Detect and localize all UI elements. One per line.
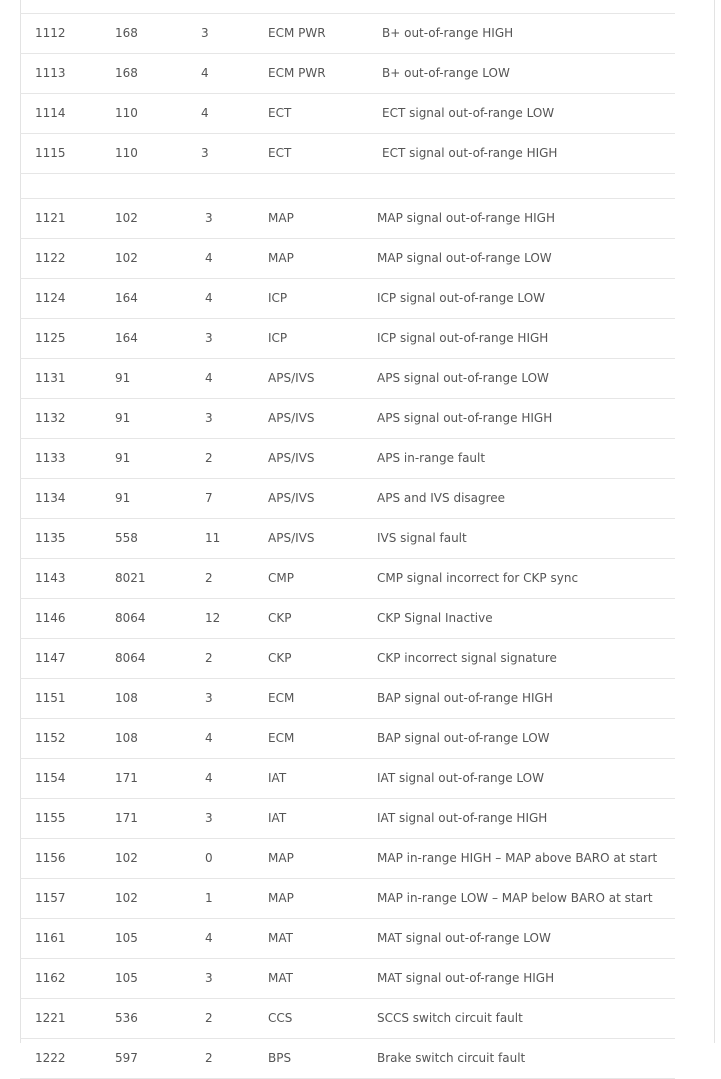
table-row: [20, 999, 675, 1039]
code-cell: 1157: [35, 891, 66, 905]
description-cell: SCCS switch circuit fault: [377, 1011, 523, 1025]
description-cell: CMP signal incorrect for CKP sync: [377, 571, 579, 585]
code-cell: 1151: [35, 691, 66, 705]
description-cell: BAP signal out-of-range HIGH: [377, 691, 553, 705]
table-row: [20, 94, 675, 134]
code-cell: 1135: [35, 531, 66, 545]
spn-cell: 91: [115, 451, 131, 465]
description-cell: MAP in-range LOW – MAP below BARO at start: [377, 891, 653, 905]
code-cell: 1134: [35, 491, 66, 505]
table-row: [20, 559, 675, 599]
code-cell: 1146: [35, 611, 66, 625]
description-cell: APS signal out-of-range HIGH: [377, 411, 553, 425]
table-row: [20, 639, 675, 679]
description-cell: ECT signal out-of-range HIGH: [382, 146, 558, 160]
fmi-cell: 3: [205, 411, 213, 425]
code-cell: 1114: [35, 106, 66, 120]
table-row: [20, 919, 675, 959]
fmi-cell: 1: [205, 891, 213, 905]
component-cell: CMP: [268, 571, 294, 585]
table-row: [20, 839, 675, 879]
fmi-cell: 3: [205, 211, 213, 225]
description-cell: B+ out-of-range HIGH: [382, 26, 514, 40]
fmi-cell: 2: [205, 1011, 213, 1025]
spn-cell: 110: [115, 106, 138, 120]
spn-cell: 164: [115, 331, 138, 345]
spn-cell: 102: [115, 851, 138, 865]
fmi-cell: 4: [205, 371, 213, 385]
fmi-cell: 3: [201, 146, 209, 160]
component-cell: ECM PWR: [268, 26, 326, 40]
table-row: [20, 54, 675, 94]
table-row: [20, 319, 675, 359]
description-cell: IVS signal fault: [377, 531, 467, 545]
spn-cell: 558: [115, 531, 138, 545]
component-cell: ECT: [268, 106, 292, 120]
fmi-cell: 2: [205, 1051, 213, 1065]
fmi-cell: 2: [205, 571, 213, 585]
fault-code-table: [20, 13, 675, 1079]
description-cell: CKP Signal Inactive: [377, 611, 493, 625]
spn-cell: 8064: [115, 651, 146, 665]
table-row: [20, 1039, 675, 1079]
code-cell: 1131: [35, 371, 66, 385]
spn-cell: 171: [115, 811, 138, 825]
spn-cell: 108: [115, 731, 138, 745]
table-row: [20, 599, 675, 639]
spn-cell: 91: [115, 411, 131, 425]
component-cell: MAT: [268, 931, 293, 945]
spn-cell: 164: [115, 291, 138, 305]
fmi-cell: 4: [205, 291, 213, 305]
description-cell: BAP signal out-of-range LOW: [377, 731, 550, 745]
code-cell: 1125: [35, 331, 66, 345]
spn-cell: 105: [115, 971, 138, 985]
description-cell: MAT signal out-of-range LOW: [377, 931, 551, 945]
code-cell: 1156: [35, 851, 66, 865]
table-row: [20, 679, 675, 719]
code-cell: 1161: [35, 931, 66, 945]
code-cell: 1155: [35, 811, 66, 825]
fmi-cell: 11: [205, 531, 221, 545]
table-row: [20, 359, 675, 399]
description-cell: MAP signal out-of-range HIGH: [377, 211, 555, 225]
component-cell: APS/IVS: [268, 531, 315, 545]
table-row: [20, 14, 675, 54]
spn-cell: 168: [115, 26, 138, 40]
code-cell: 1221: [35, 1011, 66, 1025]
fmi-cell: 4: [201, 66, 209, 80]
spn-cell: 171: [115, 771, 138, 785]
code-cell: 1133: [35, 451, 66, 465]
spn-cell: 110: [115, 146, 138, 160]
fmi-cell: 3: [205, 811, 213, 825]
code-cell: 1112: [35, 26, 66, 40]
component-cell: ECM PWR: [268, 66, 326, 80]
description-cell: CKP incorrect signal signature: [377, 651, 557, 665]
fmi-cell: 4: [201, 106, 209, 120]
code-cell: 1121: [35, 211, 66, 225]
code-cell: 1222: [35, 1051, 66, 1065]
table-row: [20, 239, 675, 279]
code-cell: 1162: [35, 971, 66, 985]
component-cell: APS/IVS: [268, 491, 315, 505]
description-cell: Brake switch circuit fault: [377, 1051, 526, 1065]
component-cell: APS/IVS: [268, 451, 315, 465]
code-cell: 1124: [35, 291, 66, 305]
table-row: [20, 759, 675, 799]
fmi-cell: 3: [205, 691, 213, 705]
spn-cell: 597: [115, 1051, 138, 1065]
component-cell: ECM: [268, 691, 295, 705]
code-cell: 1152: [35, 731, 66, 745]
table-row: [20, 519, 675, 559]
component-cell: MAT: [268, 971, 293, 985]
fmi-cell: 2: [205, 651, 213, 665]
spn-cell: 102: [115, 251, 138, 265]
spn-cell: 8021: [115, 571, 146, 585]
fmi-cell: 4: [205, 251, 213, 265]
code-cell: 1122: [35, 251, 66, 265]
table-row: [20, 479, 675, 519]
fmi-cell: 7: [205, 491, 213, 505]
fmi-cell: 3: [201, 26, 209, 40]
description-cell: IAT signal out-of-range HIGH: [377, 811, 548, 825]
description-cell: MAP signal out-of-range LOW: [377, 251, 552, 265]
table-row: [20, 279, 675, 319]
code-cell: 1147: [35, 651, 66, 665]
code-cell: 1113: [35, 66, 66, 80]
description-cell: APS in-range fault: [377, 451, 486, 465]
spn-cell: 102: [115, 211, 138, 225]
description-cell: B+ out-of-range LOW: [382, 66, 510, 80]
code-cell: 1115: [35, 146, 66, 160]
component-cell: CKP: [268, 651, 292, 665]
component-cell: CKP: [268, 611, 292, 625]
component-cell: IAT: [268, 771, 287, 785]
component-cell: APS/IVS: [268, 411, 315, 425]
component-cell: MAP: [268, 251, 294, 265]
fmi-cell: 2: [205, 451, 213, 465]
fmi-cell: 12: [205, 611, 221, 625]
component-cell: ECT: [268, 146, 292, 160]
spn-cell: 536: [115, 1011, 138, 1025]
component-cell: BPS: [268, 1051, 292, 1065]
description-cell: MAT signal out-of-range HIGH: [377, 971, 555, 985]
fmi-cell: 3: [205, 971, 213, 985]
spn-cell: 102: [115, 891, 138, 905]
spn-cell: 8064: [115, 611, 146, 625]
component-cell: ICP: [268, 331, 288, 345]
code-cell: 1143: [35, 571, 66, 585]
component-cell: MAP: [268, 211, 294, 225]
fmi-cell: 3: [205, 331, 213, 345]
description-cell: ICP signal out-of-range HIGH: [377, 331, 549, 345]
fmi-cell: 0: [205, 851, 213, 865]
table-row: [20, 799, 675, 839]
table-row: [20, 399, 675, 439]
spn-cell: 108: [115, 691, 138, 705]
table-row: [20, 439, 675, 479]
fmi-cell: 4: [205, 731, 213, 745]
table-row: [20, 879, 675, 919]
component-cell: ECM: [268, 731, 295, 745]
fmi-cell: 4: [205, 771, 213, 785]
component-cell: CCS: [268, 1011, 293, 1025]
table-row: [20, 719, 675, 759]
table-row: [20, 959, 675, 999]
component-cell: ICP: [268, 291, 288, 305]
description-cell: IAT signal out-of-range LOW: [377, 771, 544, 785]
table-row: [20, 199, 675, 239]
fmi-cell: 4: [205, 931, 213, 945]
description-cell: MAP in-range HIGH – MAP above BARO at start: [377, 851, 658, 865]
code-cell: 1154: [35, 771, 66, 785]
description-cell: ICP signal out-of-range LOW: [377, 291, 545, 305]
spn-cell: 168: [115, 66, 138, 80]
description-cell: ECT signal out-of-range LOW: [382, 106, 555, 120]
component-cell: APS/IVS: [268, 371, 315, 385]
spn-cell: 91: [115, 491, 131, 505]
description-cell: APS and IVS disagree: [377, 491, 506, 505]
component-cell: IAT: [268, 811, 287, 825]
spn-cell: 91: [115, 371, 131, 385]
component-cell: MAP: [268, 851, 294, 865]
code-cell: 1132: [35, 411, 66, 425]
group-separator: [20, 174, 675, 199]
table-row: [20, 134, 675, 174]
description-cell: APS signal out-of-range LOW: [377, 371, 549, 385]
spn-cell: 105: [115, 931, 138, 945]
component-cell: MAP: [268, 891, 294, 905]
